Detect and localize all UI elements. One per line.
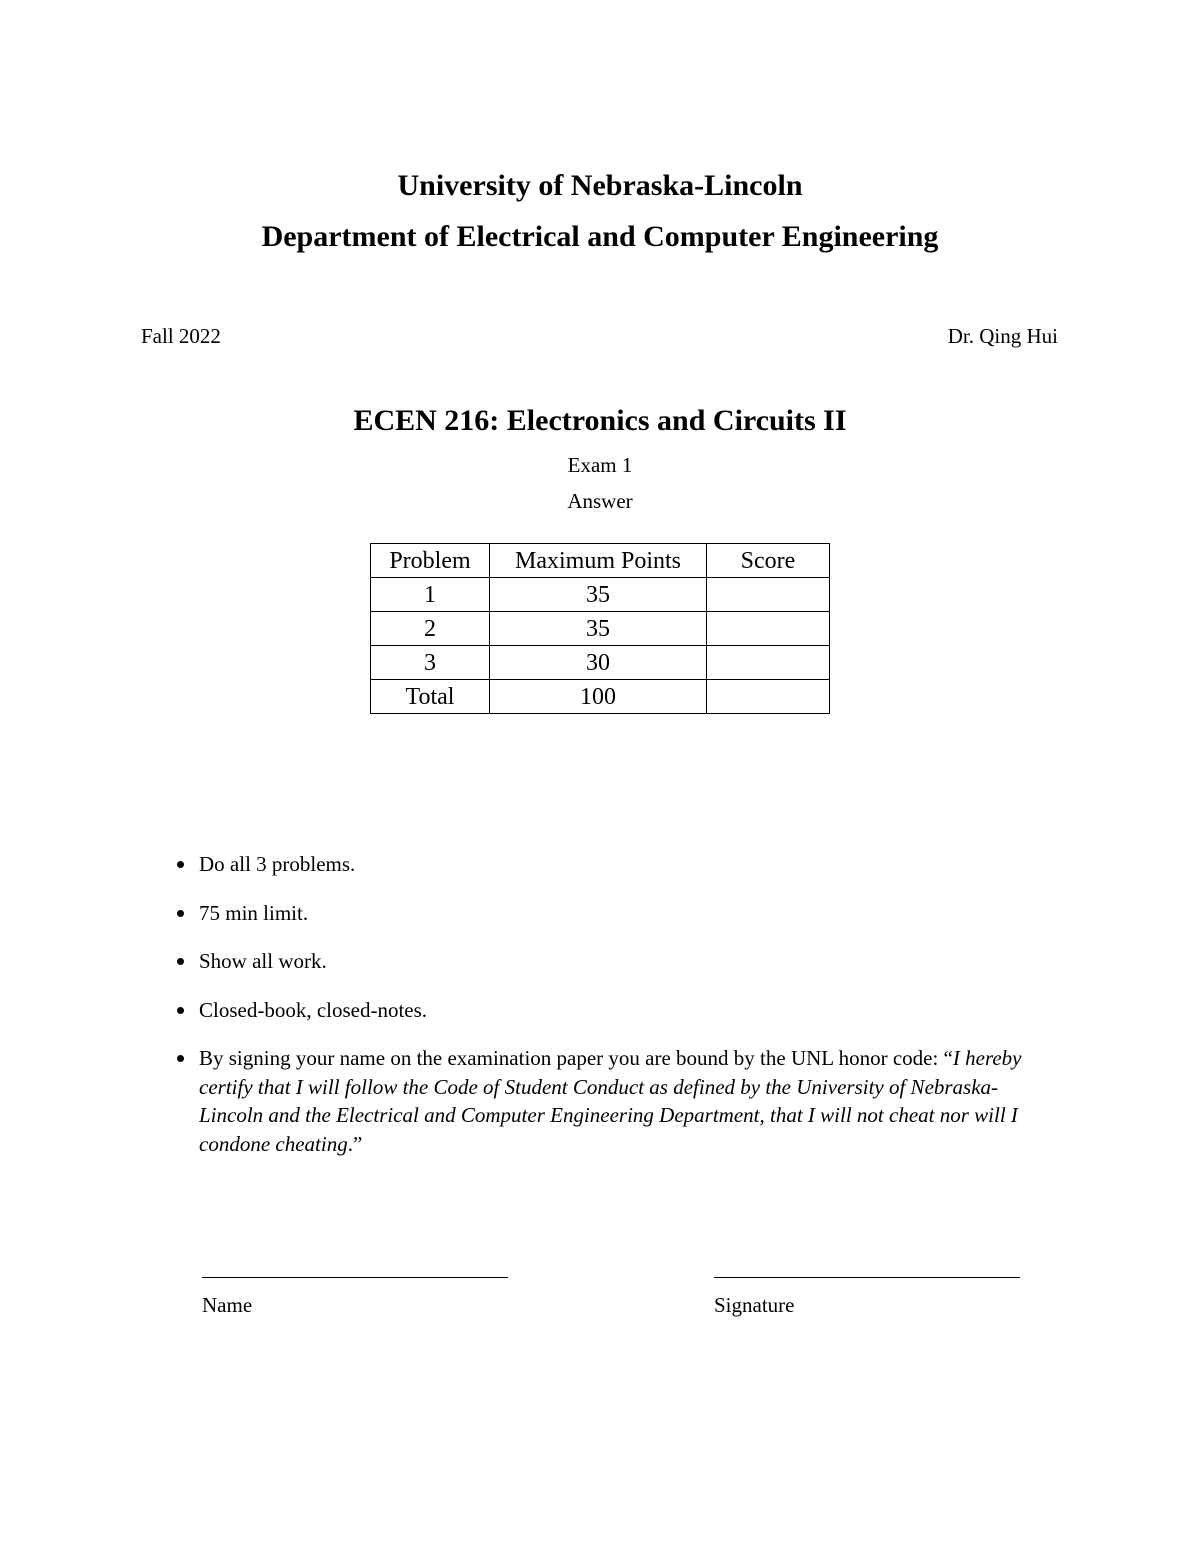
list-item (172, 947, 1062, 976)
university-name: University of Nebraska-Lincoln (397, 169, 803, 202)
signature-label: Signature (714, 1293, 795, 1317)
instruction-text: Show all work. (199, 949, 327, 973)
honor-code-item (172, 1044, 1062, 1158)
problem-cell: Total (371, 680, 490, 714)
problem-cell: 3 (371, 646, 490, 680)
honor-code-quote: I hereby certify that I will follow the Code of Student Conduct as defined by the University of Nebraska-Lincoln and the Electrical and Computer Engineering Department, that I will not cheat nor will I condone cheating (199, 1046, 1022, 1156)
header-problem: Problem (371, 544, 490, 578)
bullet-icon (177, 910, 184, 917)
table-row-total (371, 680, 830, 714)
table-row (371, 578, 830, 612)
course-title: ECEN 216: Electronics and Circuits II (353, 404, 847, 437)
signature-line[interactable] (714, 1277, 1020, 1278)
score-table (370, 543, 830, 714)
problem-cell: 1 (371, 578, 490, 612)
score-cell[interactable] (707, 646, 830, 680)
instructor-name: Dr. Qing Hui (947, 324, 1058, 348)
term-label: Fall 2022 (141, 324, 221, 348)
header-score: Score (707, 544, 830, 578)
table-row (371, 612, 830, 646)
max-points-cell: 35 (490, 612, 707, 646)
table-row (371, 646, 830, 680)
list-item (172, 850, 1062, 879)
bullet-icon (177, 861, 184, 868)
score-cell[interactable] (707, 680, 830, 714)
honor-code-intro: By signing your name on the examination paper you are bound by the UNL honor code: “ (199, 1046, 953, 1070)
instruction-text: 75 min limit. (199, 900, 309, 925)
department-name: Department of Electrical and Computer Engineering (261, 220, 939, 253)
bullet-icon (177, 1007, 184, 1014)
score-cell[interactable] (707, 612, 830, 646)
name-label: Name (202, 1293, 253, 1317)
max-points-cell: 100 (490, 680, 707, 714)
answer-label: Answer (567, 489, 633, 513)
bullet-icon (177, 958, 184, 965)
header-maximum-points: Maximum Points (490, 544, 707, 578)
problem-cell: 2 (371, 612, 490, 646)
bullet-icon (177, 1055, 184, 1062)
score-table-header-row (371, 544, 830, 578)
max-points-cell: 35 (490, 578, 707, 612)
score-cell[interactable] (707, 578, 830, 612)
instruction-text: Closed-book, closed-notes. (199, 997, 428, 1022)
honor-code-end: .” (347, 1131, 363, 1156)
exam-label: Exam 1 (567, 453, 633, 477)
list-item (172, 996, 1062, 1025)
name-line[interactable] (202, 1277, 508, 1278)
instructions-list (172, 850, 1062, 1178)
max-points-cell: 30 (490, 646, 707, 680)
list-item (172, 899, 1062, 928)
instruction-text: Do all 3 problems. (199, 852, 356, 876)
